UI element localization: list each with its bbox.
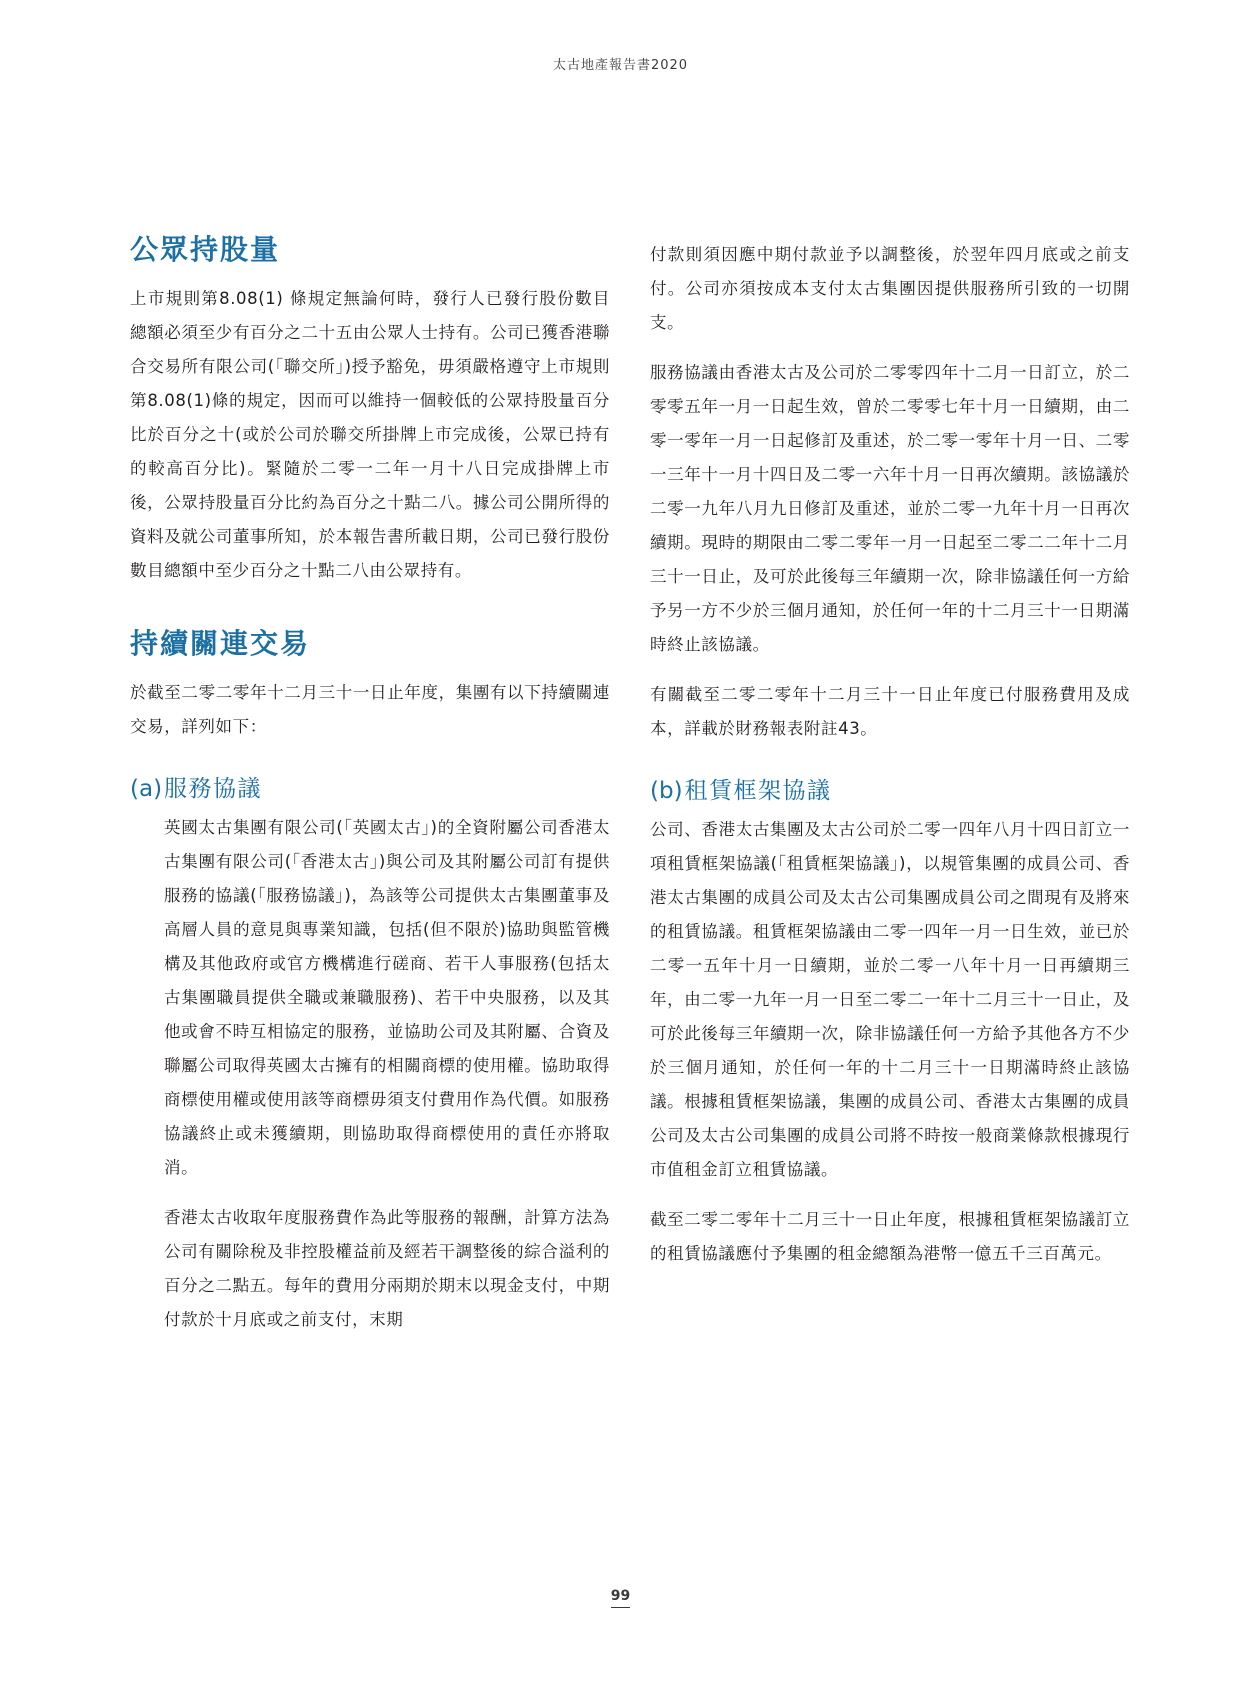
page-number-text: 99 (611, 1588, 630, 1608)
running-header: 太古地產報告書2020 (552, 58, 689, 73)
connected-transactions-heading: 持續關連交易 (130, 627, 311, 660)
public-float-heading: 公眾持股量 (130, 233, 281, 266)
page-number (0, 1588, 1241, 1608)
tenancy-framework-title: 租賃框架協議 (684, 778, 832, 804)
services-agreement-para2: 香港太古收取年度服務費作為此等服務的報酬，計算方法為公司有關除稅及非控股權益前及經若干調整後的綜合溢利的百分之二點五。每年的費用分兩期於期末以現金支付，中期付款於十月底或之前支付，末期 (164, 1208, 610, 1329)
services-agreement-title: 服務協議 (164, 776, 263, 802)
public-float-body: 上市規則第8.08(1) 條規定無論何時，發行人已發行股份數目總額必須至少有百分之二十五由公眾人士持有。公司已獲香港聯合交易所有限公司(「聯交所」)授予豁免，毋須嚴格遵守上市規則第8.08(1)條的規定，因而可以維持一個較低的公眾持股量百分比於百分之十(或於公司於聯交所掛牌上市完成後，公眾已持有的較高百分比)。緊隨於二零一二年一月十八日完成掛牌上市後，公眾持股量百分比約為百分之十點二八。據公司公開所得的資料及就公司董事所知，於本報告書所載日期，公司已發行股份數目總額中至少百分之十點二八由公眾持有。 (130, 289, 610, 580)
services-agreement-para1: 英國太古集團有限公司(「英國太古」)的全資附屬公司香港太古集團有限公司(「香港太古」)與公司及其附屬公司訂有提供服務的協議(「服務協議」)，為該等公司提供太古集團董事及高層人員的意見與專業知識，包括(但不限於)協助與監管機構及其他政府或官方機構進行磋商、若干人事服務(包括太古集團職員提供全職或兼職服務)、若干中央服務，以及其他或會不時互相協定的服務，並協助公司及其附屬、合資及聯屬公司取得英國太古擁有的相關商標的使用權。協助取得商標使用權或使用該等商標毋須支付費用作為代價。如服務協議終止或未獲續期，則協助取得商標使用的責任亦將取消。 (164, 818, 610, 1177)
services-agreement-label: (a) (130, 776, 163, 802)
connected-transactions-intro: 於截至二零二零年十二月三十一日止年度，集團有以下持續關連交易，詳列如下： (130, 683, 610, 736)
services-agreement-para2-cont: 付款則須因應中期付款並予以調整後，於翌年四月底或之前支付。公司亦須按成本支付太古集團因提供服務所引致的一切開支。 (650, 245, 1130, 332)
tenancy-framework-para1: 公司、香港太古集團及太古公司於二零一四年八月十四日訂立一項租賃框架協議(「租賃框架協議」)，以規管集團的成員公司、香港太古集團的成員公司及太古公司集團成員公司之間現有及將來的租賃協議。租賃框架協議由二零一四年一月一日生效，並已於二零一五年十月一日續期，並於二零一八年十月一日再續期三年，由二零一九年一月一日至二零二一年十二月三十一日止，及可於此後每三年續期一次，除非協議任何一方給予其他各方不少於三個月通知，於任何一年的十二月三十一日期滿時終止該協議。根據租賃框架協議，集團的成員公司、香港太古集團的成員公司及太古公司集團的成員公司將不時按一般商業條款根據現行市值租金訂立租賃協議。 (650, 820, 1130, 1179)
tenancy-framework-label: (b) (650, 778, 683, 804)
services-agreement-para4: 有關截至二零二零年十二月三十一日止年度已付服務費用及成本，詳載於財務報表附註43。 (650, 685, 1130, 738)
services-agreement-para3: 服務協議由香港太古及公司於二零零四年十二月一日訂立，於二零零五年一月一日起生效，曾於二零零七年十月一日續期，由二零一零年一月一日起修訂及重述，於二零一零年十月一日、二零一三年十一月十四日及二零一六年十月一日再次續期。該協議於二零一九年八月九日修訂及重述，並於二零一九年十月一日再次續期。現時的期限由二零二零年一月一日起至二零二二年十二月三十一日止，及可於此後每三年續期一次，除非協議任何一方給予另一方不少於三個月通知，於任何一年的十二月三十一日期滿時終止該協議。 (650, 363, 1130, 654)
tenancy-framework-heading (650, 772, 1130, 805)
right-column (650, 238, 1130, 1271)
services-agreement-heading (130, 770, 610, 803)
tenancy-framework-para2: 截至二零二零年十二月三十一日止年度，根據租賃框架協議訂立的租賃協議應付予集團的租金總額為港幣一億五千三百萬元。 (650, 1210, 1130, 1263)
left-column (130, 228, 610, 1337)
